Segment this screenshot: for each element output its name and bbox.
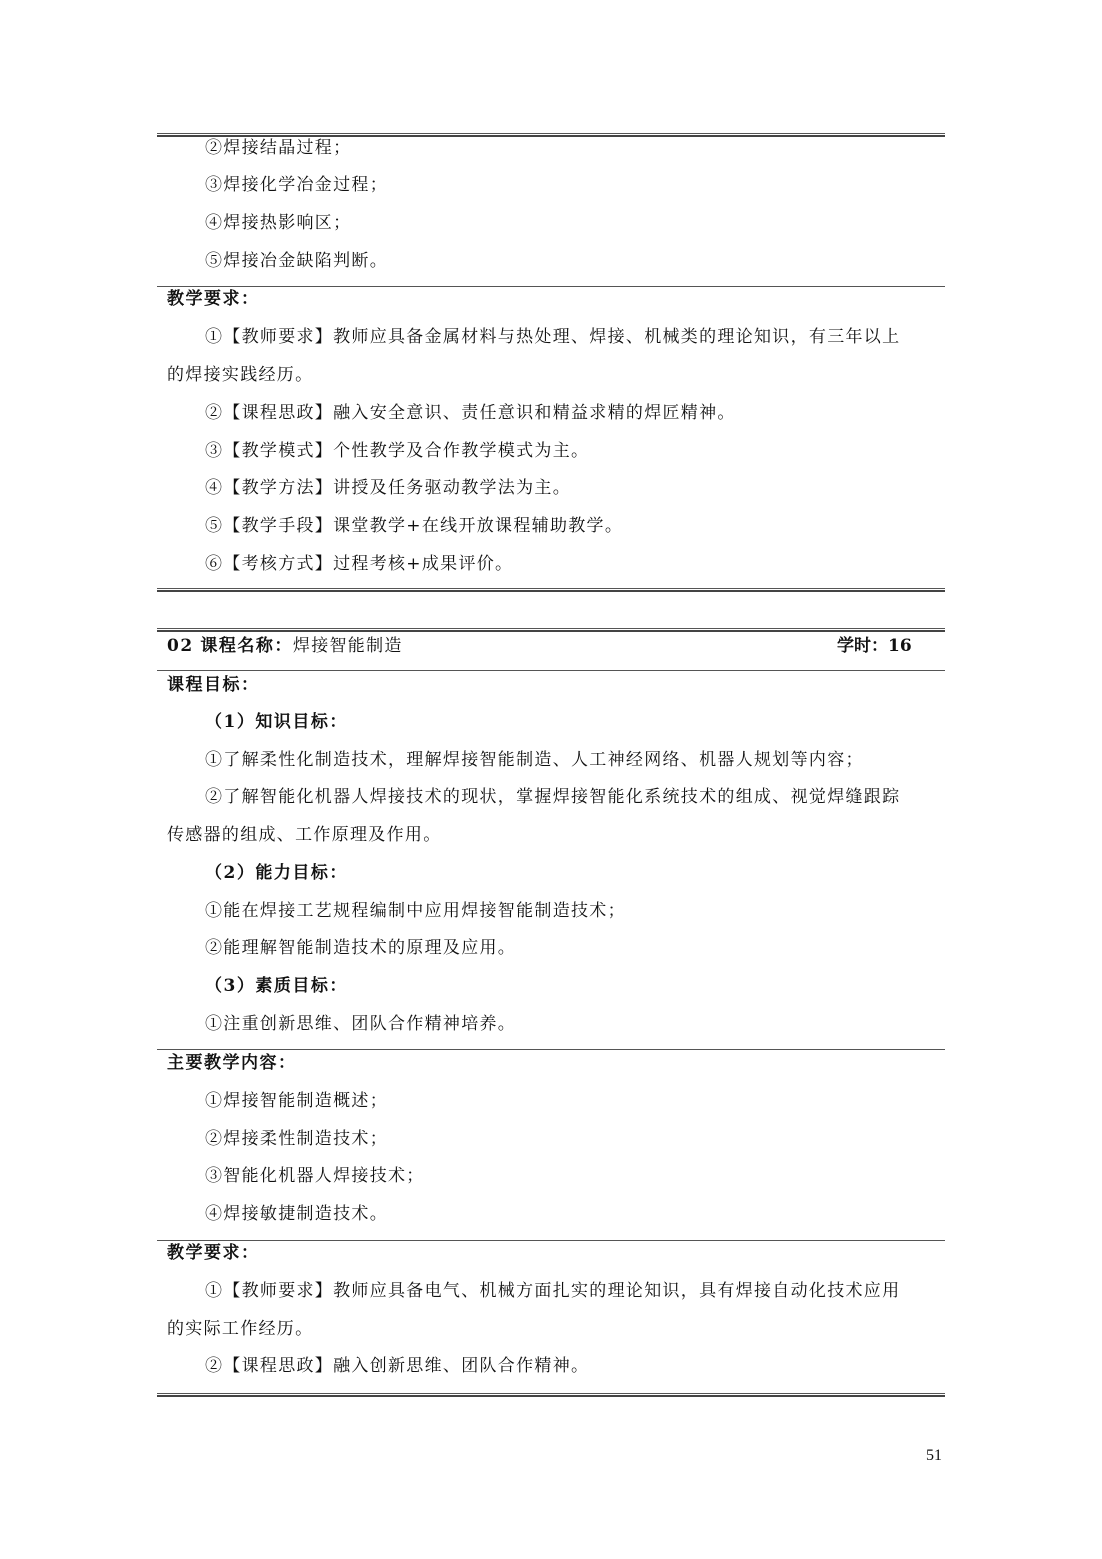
requirements-heading: 教学要求： <box>167 1243 260 1263</box>
quality-line: ①注重创新思维、团队合作精神培养。 <box>205 1014 517 1034</box>
section-divider <box>157 670 945 671</box>
requirement-line: 的焊接实践经历。 <box>167 365 314 385</box>
requirement-line: ④【教学方法】讲授及任务驱动教学法为主。 <box>205 478 571 498</box>
page-number: 51 <box>926 1447 942 1464</box>
requirement-line: ⑤【教学手段】课堂教学+在线开放课程辅助教学。 <box>205 516 624 536</box>
course-hours <box>837 635 912 657</box>
course-number: 02 <box>167 636 194 656</box>
section-divider <box>157 1049 945 1050</box>
content-item: ④焊接热影响区； <box>205 213 352 233</box>
knowledge-line: ①了解柔性化制造技术，理解焊接智能制造、人工神经网络、机器人规划等内容； <box>205 750 864 770</box>
ability-line: ①能在焊接工艺规程编制中应用焊接智能制造技术； <box>205 901 626 921</box>
knowledge-heading: （1）知识目标： <box>205 712 348 732</box>
course-title <box>167 635 403 657</box>
requirement-line: 的实际工作经历。 <box>167 1319 314 1339</box>
table-top-border <box>157 628 945 632</box>
content-item: ⑤焊接冶金缺陷判断。 <box>205 251 388 271</box>
course-name: 焊接智能制造 <box>292 636 403 656</box>
ability-heading: （2）能力目标： <box>205 863 348 883</box>
section-divider <box>157 286 945 287</box>
content-item: ③焊接化学冶金过程； <box>205 175 388 195</box>
content-item: ②焊接结晶过程； <box>205 138 352 158</box>
knowledge-line: ②了解智能化机器人焊接技术的现状，掌握焊接智能化系统技术的组成、视觉焊缝跟踪 <box>205 787 901 807</box>
requirement-line: ③【教学模式】个性教学及合作教学模式为主。 <box>205 441 590 461</box>
content-item: ③智能化机器人焊接技术； <box>205 1166 425 1186</box>
objectives-heading: 课程目标： <box>167 675 260 695</box>
requirements-heading: 教学要求： <box>167 289 260 309</box>
table-bottom-border <box>157 588 945 592</box>
knowledge-line: 传感器的组成、工作原理及作用。 <box>167 825 442 845</box>
content-heading: 主要教学内容： <box>167 1053 297 1073</box>
requirement-line: ②【课程思政】融入安全意识、责任意识和精益求精的焊匠精神。 <box>205 403 736 423</box>
section-divider <box>157 1240 945 1241</box>
requirement-line: ①【教师要求】教师应具备电气、机械方面扎实的理论知识，具有焊接自动化技术应用 <box>205 1281 901 1301</box>
hours-value: 16 <box>888 636 912 656</box>
content-item: ①焊接智能制造概述； <box>205 1091 388 1111</box>
course-name-label: 课程名称： <box>200 636 293 656</box>
requirement-line: ②【课程思政】融入创新思维、团队合作精神。 <box>205 1356 590 1376</box>
content-item: ②焊接柔性制造技术； <box>205 1129 388 1149</box>
requirement-line: ①【教师要求】教师应具备金属材料与热处理、焊接、机械类的理论知识，有三年以上 <box>205 327 901 347</box>
content-item: ④焊接敏捷制造技术。 <box>205 1204 388 1224</box>
ability-line: ②能理解智能制造技术的原理及应用。 <box>205 938 517 958</box>
quality-heading: （3）素质目标： <box>205 976 348 996</box>
hours-label: 学时： <box>837 636 888 656</box>
table-bottom-border <box>157 1393 945 1397</box>
requirement-line: ⑥【考核方式】过程考核+成果评价。 <box>205 554 514 574</box>
